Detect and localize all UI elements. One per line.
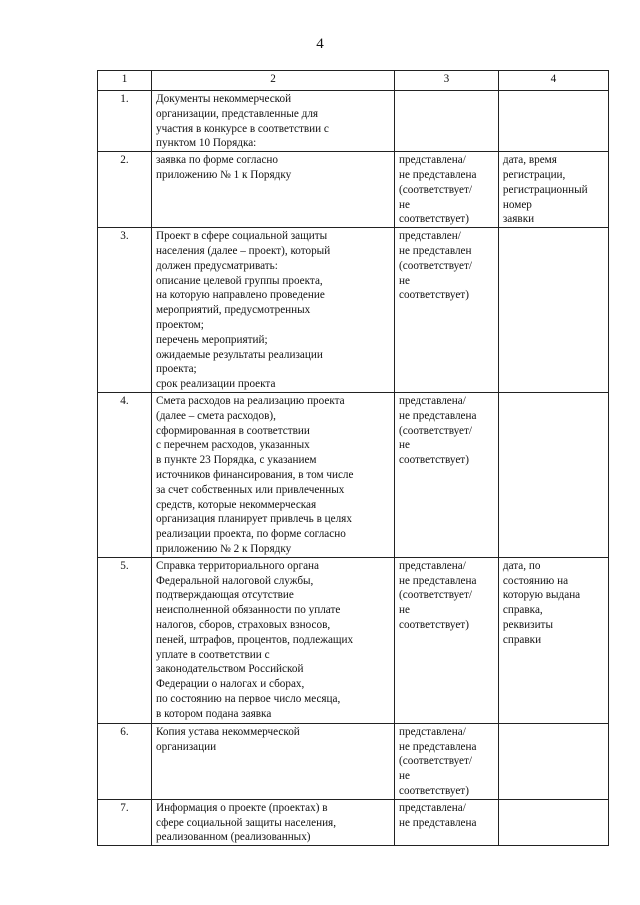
row-number: 5. — [98, 557, 152, 723]
document-table — [97, 70, 609, 846]
row-number: 2. — [98, 152, 152, 228]
table-header-row — [98, 71, 609, 91]
row-description: заявка по форме согласно приложению № 1 к Порядку — [152, 152, 395, 228]
row-description: Документы некоммерческой организации, представленные для участия в конкурсе в соответствии с пунктом 10 Порядка: — [152, 91, 395, 152]
row-note — [498, 228, 608, 393]
row-status: представлена/ не представлена (соответствует/ не соответствует) — [395, 392, 499, 557]
row-description: Проект в сфере социальной защиты населения (далее – проект), который должен предусматривать: описание целевой группы проекта, на которую направлено проведение мероприятий, предусмотренных проектом; перечень мероприятий; ожидаемые результаты реализации проекта; срок реализации проекта — [152, 228, 395, 393]
header-cell: 1 — [98, 71, 152, 91]
row-number: 3. — [98, 228, 152, 393]
row-status: представлена/ не представлена (соответствует/ не соответствует) — [395, 557, 499, 723]
row-note — [498, 799, 608, 845]
row-number: 6. — [98, 723, 152, 799]
row-note: дата, по состоянию на которую выдана справка, реквизиты справки — [498, 557, 608, 723]
row-status: представлен/ не представлен (соответствует/ не соответствует) — [395, 228, 499, 393]
table-row — [98, 799, 609, 845]
page-number: 4 — [316, 36, 324, 52]
row-status: представлена/ не представлена (соответствует/ не соответствует) — [395, 723, 499, 799]
row-status: представлена/ не представлена (соответствует/ не соответствует) — [395, 152, 499, 228]
table-row — [98, 723, 609, 799]
header-cell: 4 — [498, 71, 608, 91]
table-row — [98, 228, 609, 393]
header-cell: 2 — [152, 71, 395, 91]
row-note — [498, 392, 608, 557]
row-note — [498, 723, 608, 799]
table-row — [98, 392, 609, 557]
row-description: Копия устава некоммерческой организации — [152, 723, 395, 799]
row-number: 7. — [98, 799, 152, 845]
row-note — [498, 91, 608, 152]
row-status: представлена/ не представлена — [395, 799, 499, 845]
table-row — [98, 91, 609, 152]
table-row — [98, 152, 609, 228]
row-number: 1. — [98, 91, 152, 152]
table-row — [98, 557, 609, 723]
row-note: дата, время регистрации, регистрационный номер заявки — [498, 152, 608, 228]
row-description: Информация о проекте (проектах) в сфере социальной защиты населения, реализованном (реализованных) — [152, 799, 395, 845]
row-description: Справка территориального органа Федеральной налоговой службы, подтверждающая отсутствие неисполненной обязанности по уплате налогов, сборов, страховых взносов, пеней, штрафов, процентов, подлежащих уплате в соответствии с законодательством Российской Федерации о налогах и сборах, по состоянию на первое число месяца, в котором подана заявка — [152, 557, 395, 723]
row-number: 4. — [98, 392, 152, 557]
row-status — [395, 91, 499, 152]
header-cell: 3 — [395, 71, 499, 91]
row-description: Смета расходов на реализацию проекта (далее – смета расходов), сформированная в соответствии с перечнем расходов, указанных в пункте 23 Порядка, с указанием источников финансирования, в том числе за счет собственных или привлеченных средств, которые некоммерческая организация планирует привлечь в целях реализации проекта, по форме согласно приложению № 2 к Порядку — [152, 392, 395, 557]
